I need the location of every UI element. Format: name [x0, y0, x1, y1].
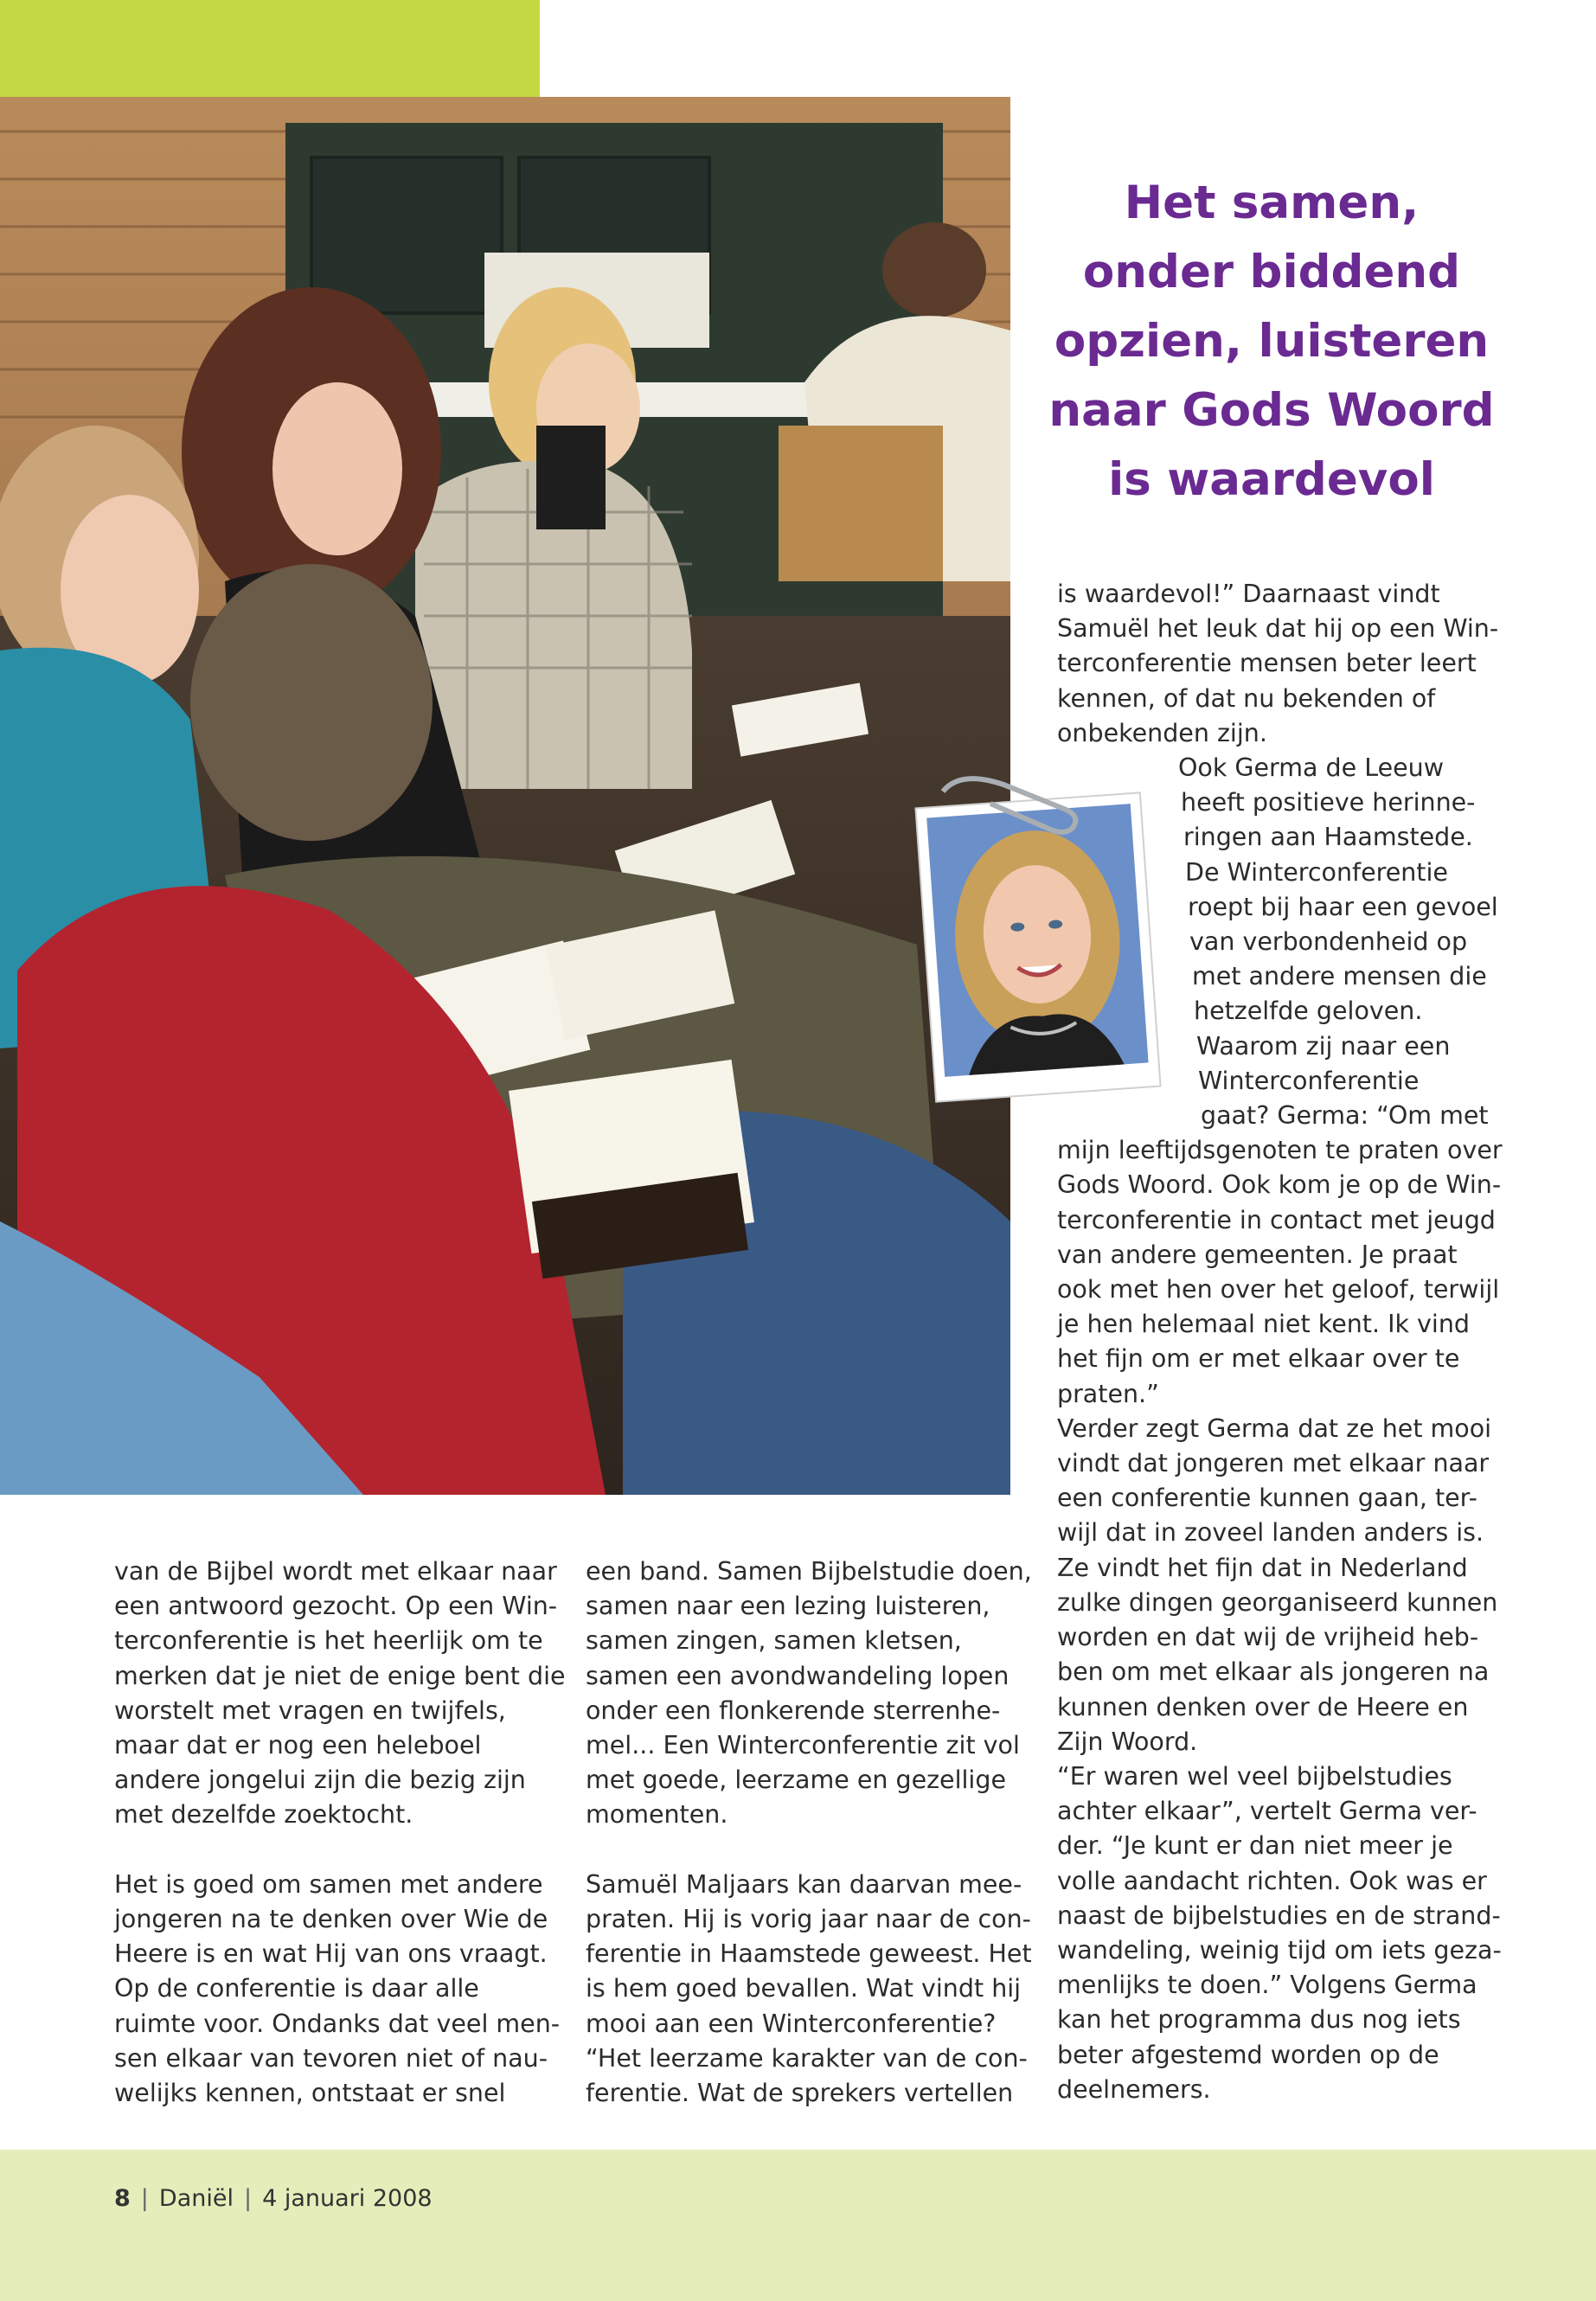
footer-separator: |: [243, 2185, 253, 2212]
text-line: met goede, leerzame en gezellige: [586, 1766, 1006, 1795]
text-line: Zijn Woord.: [1057, 1727, 1198, 1756]
text-line: Winterconferentie: [1198, 1066, 1420, 1095]
text-line: andere jongelui zijn die bezig zijn: [114, 1766, 526, 1795]
text-line: zulke dingen georganiseerd kunnen: [1057, 1587, 1498, 1617]
text-line: Gods Woord. Ook kom je op de Win-: [1057, 1170, 1502, 1200]
text-line: ferentie in Haamstede geweest. Het: [586, 1939, 1032, 1969]
text-line: samen zingen, samen kletsen,: [586, 1626, 962, 1656]
text-line: is waardevol!” Daarnaast vindt: [1057, 580, 1440, 608]
text-line: ben om met elkaar als jongeren na: [1057, 1657, 1490, 1687]
text-line: der. “Je kunt er dan niet meer je: [1057, 1831, 1453, 1861]
text-line: Ook Germa de Leeuw: [1178, 753, 1445, 783]
text-line: volle aandacht richten. Ook was er: [1057, 1866, 1487, 1895]
text-line: welijks kennen, ontstaat er snel: [114, 2079, 506, 2108]
text-line: jongeren na te denken over Wie de: [114, 1905, 548, 1934]
germa-portrait-photo: [908, 774, 1168, 1103]
text-line: menlijks te doen.” Volgens Germa: [1057, 1971, 1477, 2000]
text-line: “Het leerzame karakter van de con-: [586, 2043, 1028, 2073]
text-line: Op de conferentie is daar alle: [114, 1974, 479, 2003]
text-line: mel... Een Winterconferentie zit vol: [586, 1731, 1020, 1760]
text-line: De Winterconferentie: [1185, 857, 1448, 887]
text-line: kunnen denken over de Heere en: [1057, 1692, 1469, 1721]
text-line: van verbondenheid op: [1189, 927, 1468, 957]
text-line: is hem goed bevallen. Wat vindt hij: [586, 1974, 1022, 2003]
text-line: een antwoord gezocht. Op een Win-: [114, 1592, 558, 1621]
text-line: onbekenden zijn.: [1057, 718, 1267, 747]
text-line: samen naar een lezing luisteren,: [586, 1592, 990, 1621]
article-column-2: [586, 1554, 1035, 2111]
article-headline: [1038, 169, 1505, 515]
text-line: vindt dat jongeren met elkaar naar: [1057, 1449, 1490, 1478]
article-column-1: [114, 1554, 564, 2111]
text-line: maar dat er nog een heleboel: [114, 1731, 482, 1760]
text-line: beter afgestemd worden op de: [1057, 2040, 1439, 2069]
text-line: Samuël Maljaars kan daarvan mee-: [586, 1869, 1022, 1899]
page-footer: [114, 2185, 433, 2212]
text-line: momenten.: [586, 1800, 728, 1830]
text-line: ferentie. Wat de sprekers vertellen: [586, 2079, 1014, 2108]
magazine-name: Daniël: [158, 2185, 234, 2212]
text-line: met andere mensen die: [1192, 962, 1487, 991]
headline-line: is waardevol: [1108, 453, 1435, 506]
text-line: een conferentie kunnen gaan, ter-: [1057, 1484, 1477, 1513]
text-line: mooi aan een Winterconferentie?: [586, 2009, 997, 2038]
text-line: je hen helemaal niet kent. Ik vind: [1057, 1310, 1470, 1339]
top-accent-bar: [0, 0, 540, 97]
headline-line: Het samen,: [1124, 176, 1420, 229]
text-line: met dezelfde zoektocht.: [114, 1800, 413, 1830]
footer-band: [0, 2150, 1596, 2301]
headline-line: opzien, luisteren: [1054, 315, 1490, 368]
text-line: wijl dat in zoveel landen anders is.: [1057, 1518, 1484, 1548]
text-line: terconferentie is het heerlijk om te: [114, 1626, 543, 1656]
text-line: terconferentie mensen beter leert: [1057, 649, 1477, 678]
text-line: een band. Samen Bijbelstudie doen,: [586, 1557, 1032, 1586]
text-line: hetzelfde geloven.: [1194, 997, 1423, 1026]
text-line: [114, 1833, 564, 1868]
headline-line: naar Gods Woord: [1048, 384, 1495, 437]
text-line: Ze vindt het fijn dat in Nederland: [1057, 1553, 1468, 1582]
text-line: worstelt met vragen en twijfels,: [114, 1695, 506, 1725]
text-line: roept bij haar een gevoel: [1188, 892, 1498, 921]
text-line: worden en dat wij de vrijheid heb-: [1057, 1623, 1479, 1652]
text-line: Heere is en wat Hij van ons vraagt.: [114, 1939, 548, 1969]
text-line: het fijn om er met elkaar over te: [1057, 1344, 1460, 1374]
text-line: ringen aan Haamstede.: [1183, 823, 1473, 852]
text-line: heeft positieve herinne-: [1181, 788, 1476, 817]
text-line: van andere gemeenten. Je praat: [1057, 1240, 1458, 1269]
text-line: gaat? Germa: “Om met: [1201, 1101, 1489, 1131]
text-line: naast de bijbelstudies en de strand-: [1057, 1900, 1501, 1930]
text-line: kennen, of dat nu bekenden of: [1057, 683, 1436, 713]
text-line: wandeling, weinig tijd om iets geza-: [1057, 1935, 1502, 1965]
text-line: ruimte voor. Ondanks dat veel men-: [114, 2009, 561, 2038]
text-line: van de Bijbel wordt met elkaar naar: [114, 1557, 557, 1586]
text-line: deelnemers.: [1057, 2074, 1211, 2104]
footer-separator: |: [140, 2185, 149, 2212]
text-line: praten. Hij is vorig jaar naar de con-: [586, 1905, 1031, 1934]
text-line: mijn leeftijdsgenoten te praten over: [1057, 1136, 1503, 1165]
text-line: Het is goed om samen met andere: [114, 1869, 543, 1899]
text-line: Verder zegt Germa dat ze het mooi: [1057, 1413, 1492, 1443]
headline-line: onder biddend: [1082, 246, 1461, 298]
text-line: Samuël het leuk dat hij op een Win-: [1057, 614, 1499, 644]
text-line: samen een avondwandeling lopen: [586, 1661, 1010, 1690]
text-line: ook met hen over het geloof, terwijl: [1057, 1275, 1500, 1304]
text-line: praten.”: [1057, 1379, 1159, 1408]
text-line: “Er waren wel veel bijbelstudies: [1057, 1761, 1452, 1791]
text-line: sen elkaar van tevoren niet of nau-: [114, 2043, 548, 2073]
text-line: [586, 1833, 1035, 1868]
text-line: merken dat je niet de enige bent die: [114, 1661, 566, 1690]
page-number: 8: [114, 2185, 131, 2212]
text-line: onder een flonkerende sterrenhe-: [586, 1695, 1001, 1725]
issue-date: 4 januari 2008: [262, 2185, 433, 2212]
text-line: achter elkaar”, vertelt Germa ver-: [1057, 1797, 1477, 1826]
text-line: terconferentie in contact met jeugd: [1057, 1205, 1496, 1234]
text-line: kan het programma dus nog iets: [1057, 2005, 1461, 2035]
group-bible-study-photo: [0, 97, 1010, 1495]
text-line: Waarom zij naar een: [1196, 1031, 1451, 1061]
